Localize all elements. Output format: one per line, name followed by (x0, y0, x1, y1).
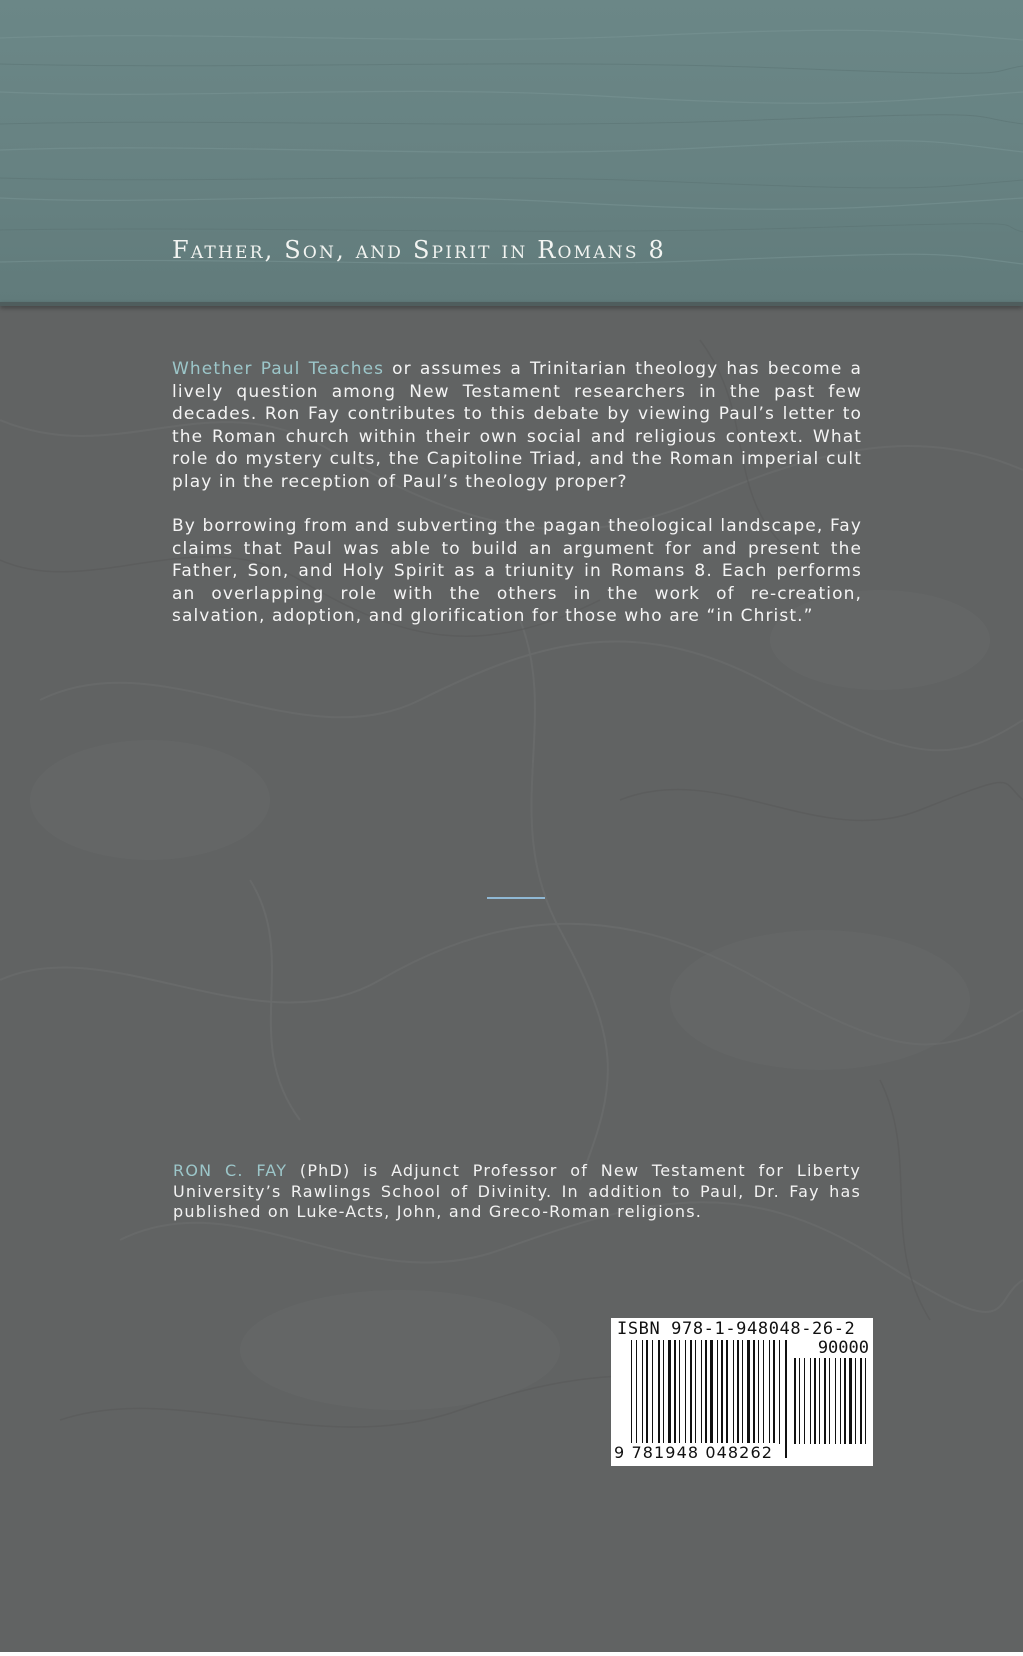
isbn-barcode (611, 1318, 873, 1466)
section-divider (487, 897, 545, 899)
title-band (0, 0, 1023, 302)
blurb-paragraph-1 (172, 358, 862, 493)
isbn-label: ISBN 978-1-948048-26-2 (617, 1319, 856, 1339)
book-title: Father, Son, and Spirit in Romans 8 (172, 236, 666, 264)
header-divider (0, 302, 1023, 306)
blurb-paragraph-2: By borrowing from and subverting the pagan theological landscape, Fay claims that Paul was able to build an argument for and present the Father, Son, and Holy Spirit as a triunity in Romans 8. Each performs an overlapping role with the others in the work of re-creation, salvation, adoption, and glorification for those who are “in Christ.” (172, 516, 862, 626)
author-name: RON C. FAY (173, 1161, 288, 1180)
author-bio-text: (PhD) is Adjunct Professor of New Testament for Liberty University’s Rawlings School of Divinity. In addition to Paul, Dr. Fay has published on Luke-Acts, John, and Greco-Roman religions. (173, 1161, 861, 1221)
blurb-paragraph-1-text: or assumes a Trinitarian theology has become a lively question among New Testament researchers in the past few decades. Ron Fay contributes to this debate by viewing Paul’s letter to the Roman church within their own social and religious context. What role do mystery cults, the Capitoline Triad, and the Roman imperial cult play in the reception of Paul’s theology proper? (172, 359, 862, 492)
author-bio (173, 1161, 861, 1223)
barcode-digits: 9 781948 048262 (614, 1443, 774, 1462)
blurb-lead-phrase: Whether Paul Teaches (172, 359, 385, 379)
price-code: 90000 (817, 1338, 869, 1358)
